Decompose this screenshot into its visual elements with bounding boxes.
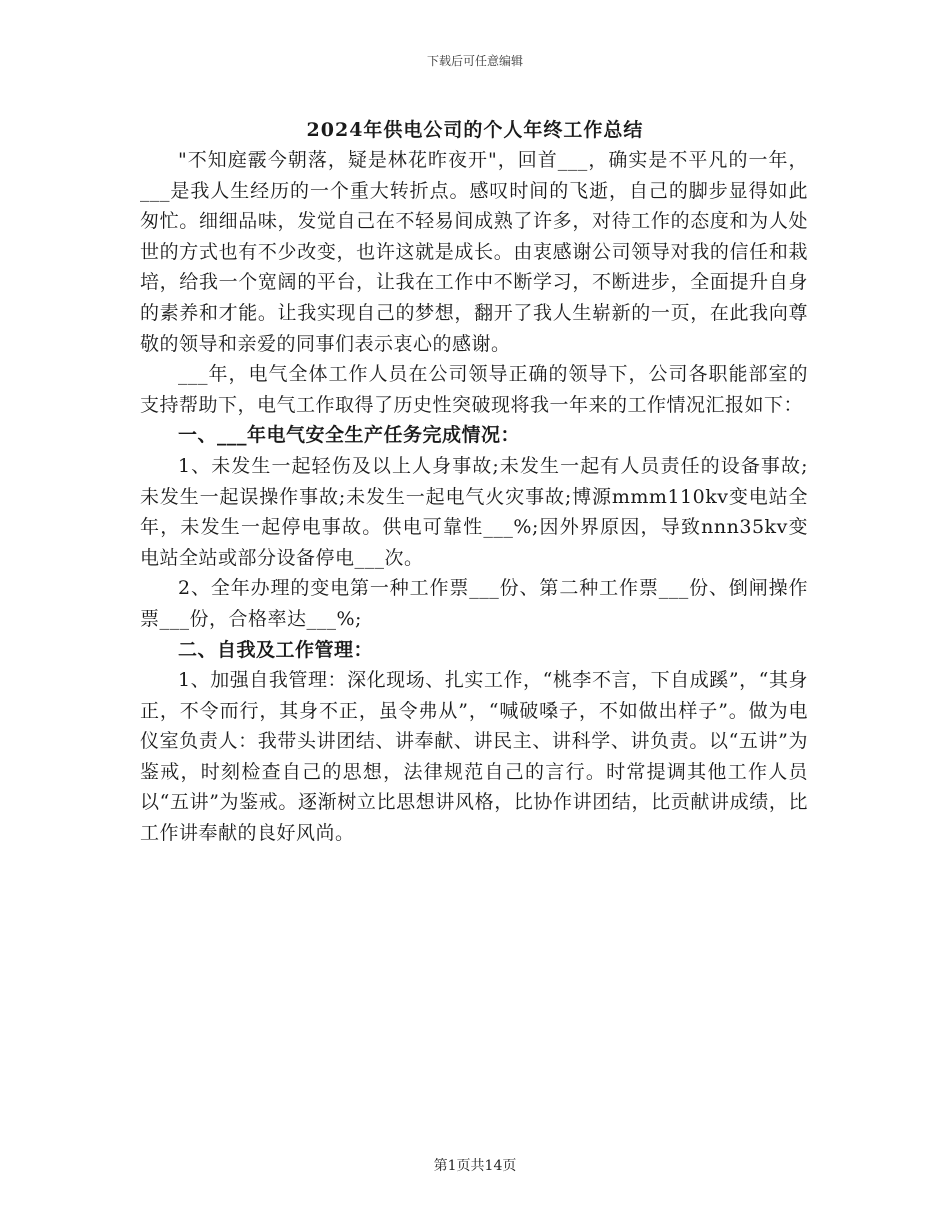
paragraph-safety-item-1: 1、未发生一起轻伤及以上人身事故;未发生一起有人员责任的设备事故;未发生一起误操作事故;未发生一起电气火灾事故;博源mmm110kv变电站全年，未发生一起停电事故。供电可靠性___%;因外界原因，导致nnn35kv变电站全站或部分设备停电___次。 <box>140 454 808 569</box>
paragraph-safety-item-2: 2、全年办理的变电第一种工作票___份、第二种工作票___份、倒闸操作票___份，合格率达___%; <box>140 577 808 630</box>
paragraph-management-item-1: 1、加强自我管理：深化现场、扎实工作，“桃李不言，下自成蹊”，“其身正，不令而行，其身不正，虽令弗从”，“喊破嗓子，不如做出样子”。做为电仪室负责人：我带头讲团结、讲奉献、讲民主、讲科学、讲负责。以“五讲”为鉴戒，时刻检查自己的思想，法律规范自己的言行。时常提调其他工作人员以“五讲”为鉴戒。逐渐树立比思想讲风格，比协作讲团结，比贡献讲成绩，比工作讲奉献的良好风尚。 <box>140 669 808 845</box>
section-heading-safety: 一、___年电气安全生产任务完成情况： <box>178 424 521 447</box>
section-heading-management: 二、自我及工作管理： <box>178 638 374 661</box>
paragraph-intro: "不知庭霰今朝落，疑是林花昨夜开"，回首___，确实是不平凡的一年，___是我人生经历的一个重大转折点。感叹时间的飞逝，自己的脚步显得如此匆忙。细细品味，发觉自己在不轻易间成熟了许多，对待工作的态度和为人处世的方式也有不少改变，也许这就是成长。由衷感谢公司领导对我的信任和栽培，给我一个宽阔的平台，让我在工作中不断学习，不断进步，全面提升自身的素养和才能。让我实现自己的梦想，翻开了我人生崭新的一页，在此我向尊敬的领导和亲爱的同事们表示衷心的感谢。 <box>140 149 808 355</box>
document-title: 2024年供电公司的个人年终工作总结 <box>306 119 644 141</box>
page-number: 第1页共14页 <box>433 1158 517 1174</box>
paragraph-overview: ___年，电气全体工作人员在公司领导正确的领导下，公司各职能部室的支持帮助下，电气工作取得了历史性突破现将我一年来的工作情况汇报如下： <box>140 363 808 416</box>
download-note: 下载后可任意编辑 <box>426 54 523 68</box>
document-body <box>140 145 808 849</box>
